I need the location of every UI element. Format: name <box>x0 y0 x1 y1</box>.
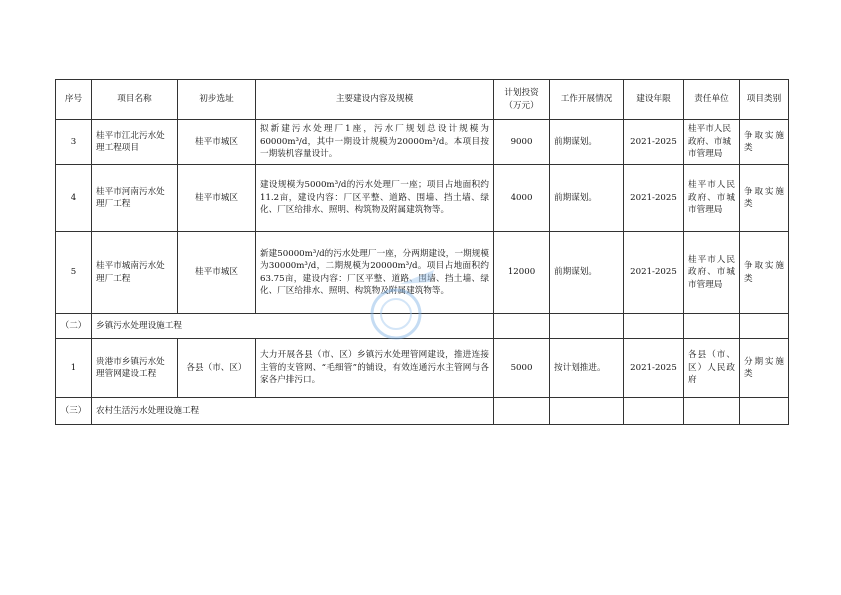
header-invest: 计划投资（万元） <box>494 80 550 120</box>
empty-cell <box>684 398 740 425</box>
cell-site: 桂平市城区 <box>178 232 256 314</box>
cell-site: 桂平市城区 <box>178 165 256 232</box>
empty-cell <box>740 398 789 425</box>
cell-status: 前期谋划。 <box>550 120 624 165</box>
table-row <box>56 232 789 314</box>
cell-name: 桂平市城南污水处理厂工程 <box>92 232 178 314</box>
cell-invest: 4000 <box>494 165 550 232</box>
project-table <box>55 79 789 425</box>
empty-cell <box>550 314 624 339</box>
section-title: 乡镇污水处理设施工程 <box>92 314 494 339</box>
cell-invest: 5000 <box>494 339 550 398</box>
cell-category: 争取实施类 <box>740 232 789 314</box>
cell-site: 桂平市城区 <box>178 120 256 165</box>
cell-content: 建设规模为5000m³/d的污水处理厂一座；项目占地面积约11.2亩，建设内容：厂区平整、道路、围墙、挡土墙、绿化、厂区给排水、照明、构筑物及附属建筑物等。 <box>256 165 494 232</box>
section-row <box>56 314 789 339</box>
header-period: 建设年限 <box>624 80 684 120</box>
cell-category: 争取实施类 <box>740 120 789 165</box>
cell-name: 桂平市河南污水处理厂工程 <box>92 165 178 232</box>
cell-invest: 12000 <box>494 232 550 314</box>
cell-period: 2021-2025 <box>624 339 684 398</box>
empty-cell <box>740 314 789 339</box>
cell-status: 按计划推进。 <box>550 339 624 398</box>
cell-invest: 9000 <box>494 120 550 165</box>
cell-category: 分期实施类 <box>740 339 789 398</box>
header-content: 主要建设内容及规模 <box>256 80 494 120</box>
cell-name: 贵港市乡镇污水处理管网建设工程 <box>92 339 178 398</box>
empty-cell <box>494 398 550 425</box>
cell-content: 拟新建污水处理厂1座，污水厂规划总设计规模为60000m³/d，其中一期设计规模为20000m³/d。本项目按一期装机容量设计。 <box>256 120 494 165</box>
empty-cell <box>624 398 684 425</box>
header-seq: 序号 <box>56 80 92 120</box>
section-seq: （三） <box>56 398 92 425</box>
cell-site: 各县（市、区） <box>178 339 256 398</box>
section-title: 农村生活污水处理设施工程 <box>92 398 494 425</box>
section-seq: （二） <box>56 314 92 339</box>
header-unit: 责任单位 <box>684 80 740 120</box>
cell-status: 前期谋划。 <box>550 165 624 232</box>
cell-content: 新建50000m³/d的污水处理厂一座，分两期建设，一期规模为30000m³/d，二期规模为20000m³/d。项目占地面积约63.75亩，建设内容：厂区平整、道路、围墙、挡土墙、绿化、厂区给排水、照明、构筑物及附属建筑物等。 <box>256 232 494 314</box>
header-site: 初步选址 <box>178 80 256 120</box>
cell-unit: 桂平市人民政府、市城市管理局 <box>684 232 740 314</box>
header-category: 项目类别 <box>740 80 789 120</box>
cell-unit: 各县（市、区）人民政府 <box>684 339 740 398</box>
cell-category: 争取实施类 <box>740 165 789 232</box>
empty-cell <box>624 314 684 339</box>
table-row <box>56 120 789 165</box>
cell-seq: 4 <box>56 165 92 232</box>
table-row <box>56 339 789 398</box>
cell-period: 2021-2025 <box>624 165 684 232</box>
cell-unit: 桂平市人民政府、市城市管理局 <box>684 165 740 232</box>
cell-seq: 3 <box>56 120 92 165</box>
cell-seq: 1 <box>56 339 92 398</box>
empty-cell <box>494 314 550 339</box>
table-row <box>56 165 789 232</box>
section-row <box>56 398 789 425</box>
cell-content: 大力开展各县（市、区）乡镇污水处理管网建设，推进连接主管的支管网、“毛细管”的铺设，有效连通污水主管网与各家各户排污口。 <box>256 339 494 398</box>
header-status: 工作开展情况 <box>550 80 624 120</box>
cell-period: 2021-2025 <box>624 120 684 165</box>
empty-cell <box>550 398 624 425</box>
empty-cell <box>684 314 740 339</box>
table-header-row <box>56 80 789 120</box>
cell-unit: 桂平市人民政府、市城市管理局 <box>684 120 740 165</box>
cell-name: 桂平市江北污水处理工程项目 <box>92 120 178 165</box>
cell-period: 2021-2025 <box>624 232 684 314</box>
cell-status: 前期谋划。 <box>550 232 624 314</box>
cell-seq: 5 <box>56 232 92 314</box>
header-name: 项目名称 <box>92 80 178 120</box>
